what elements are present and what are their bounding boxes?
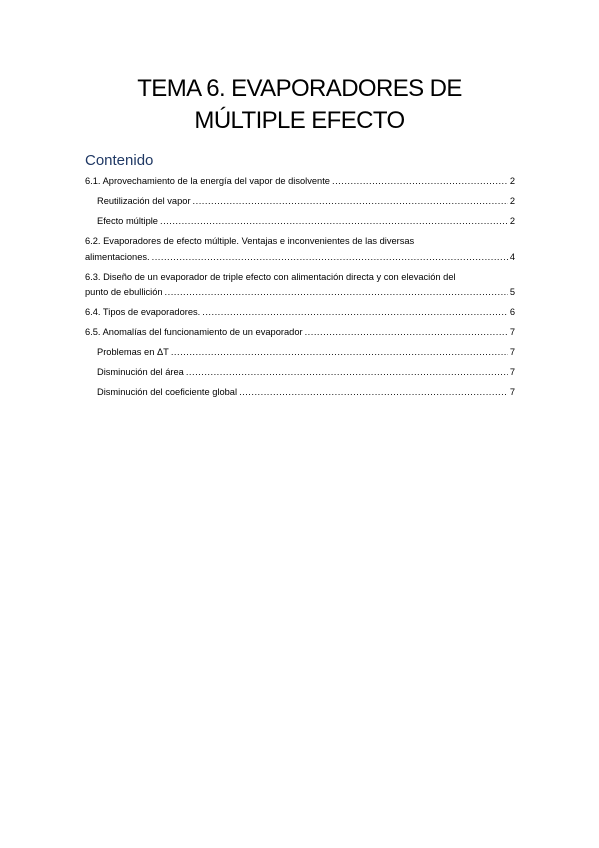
toc-entry-text: Reutilización del vapor <box>97 196 191 206</box>
toc-entry-6-2[interactable] <box>85 234 515 265</box>
toc-leader-dots <box>193 194 508 210</box>
toc-page-number: 7 <box>509 327 515 337</box>
toc-entry-text: Problemas en ΔT <box>97 347 169 357</box>
toc-page-number: 4 <box>509 251 515 262</box>
toc-entry-text: Efecto múltiple <box>97 216 158 226</box>
toc-entry-efecto-multiple[interactable] <box>85 214 515 230</box>
title-line-1: TEMA 6. EVAPORADORES DE <box>137 75 462 102</box>
toc-leader-dots <box>186 365 508 381</box>
toc-entry-disminucion-area[interactable] <box>85 365 515 381</box>
toc-entry-text-line-2: punto de ebullición <box>85 287 163 297</box>
toc-entry-reutilizacion-vapor[interactable] <box>85 194 515 210</box>
toc-entry-6-5[interactable] <box>85 325 515 341</box>
toc-entry-text-line-1: 6.2. Evaporadores de efecto múltiple. Ventajas e inconvenientes de las diversas <box>85 236 415 246</box>
toc-entry-disminucion-coeficiente[interactable] <box>85 385 515 401</box>
document-title <box>0 73 599 137</box>
toc-leader-dots <box>202 305 508 321</box>
toc-page-number: 6 <box>509 307 515 317</box>
toc-entry-6-4[interactable] <box>85 305 515 321</box>
toc-page-number: 2 <box>509 216 515 226</box>
toc-leader-dots <box>239 385 508 401</box>
toc-entry-text: Disminución del área <box>97 367 184 377</box>
toc-page-number: 7 <box>509 347 515 357</box>
toc-leader-dots <box>165 285 508 301</box>
toc-entry-text: 6.4. Tipos de evaporadores. <box>85 307 201 317</box>
toc-leader-dots <box>305 325 508 341</box>
title-line-2: MÚLTIPLE EFECTO <box>194 107 405 134</box>
toc-page-number: 2 <box>509 176 515 186</box>
toc-page-number: 2 <box>509 196 515 206</box>
toc-leader-dots <box>160 214 508 230</box>
toc-leader-dots <box>152 250 508 266</box>
toc-entry-text-line-2: alimentaciones. <box>85 251 150 262</box>
toc-leader-dots <box>332 174 508 190</box>
toc-heading: Contenido <box>85 152 154 169</box>
toc-entry-text: Disminución del coeficiente global <box>97 387 238 397</box>
toc-entry-problemas-delta-t[interactable] <box>85 345 515 361</box>
toc-page-number: 5 <box>509 287 515 297</box>
toc-entry-6-3[interactable] <box>85 270 515 301</box>
toc-entry-text: 6.1. Aprovechamiento de la energía del vapor de disolvente <box>85 176 330 186</box>
toc-entry-text: 6.5. Anomalías del funcionamiento de un evaporador <box>85 327 303 337</box>
table-of-contents <box>85 174 515 401</box>
toc-page-number: 7 <box>509 367 515 377</box>
toc-page-number: 7 <box>509 387 515 397</box>
toc-leader-dots <box>171 345 508 361</box>
toc-entry-text-line-1: 6.3. Diseño de un evaporador de triple efecto con alimentación directa y con elevación del <box>85 271 456 282</box>
toc-entry-6-1[interactable] <box>85 174 515 190</box>
